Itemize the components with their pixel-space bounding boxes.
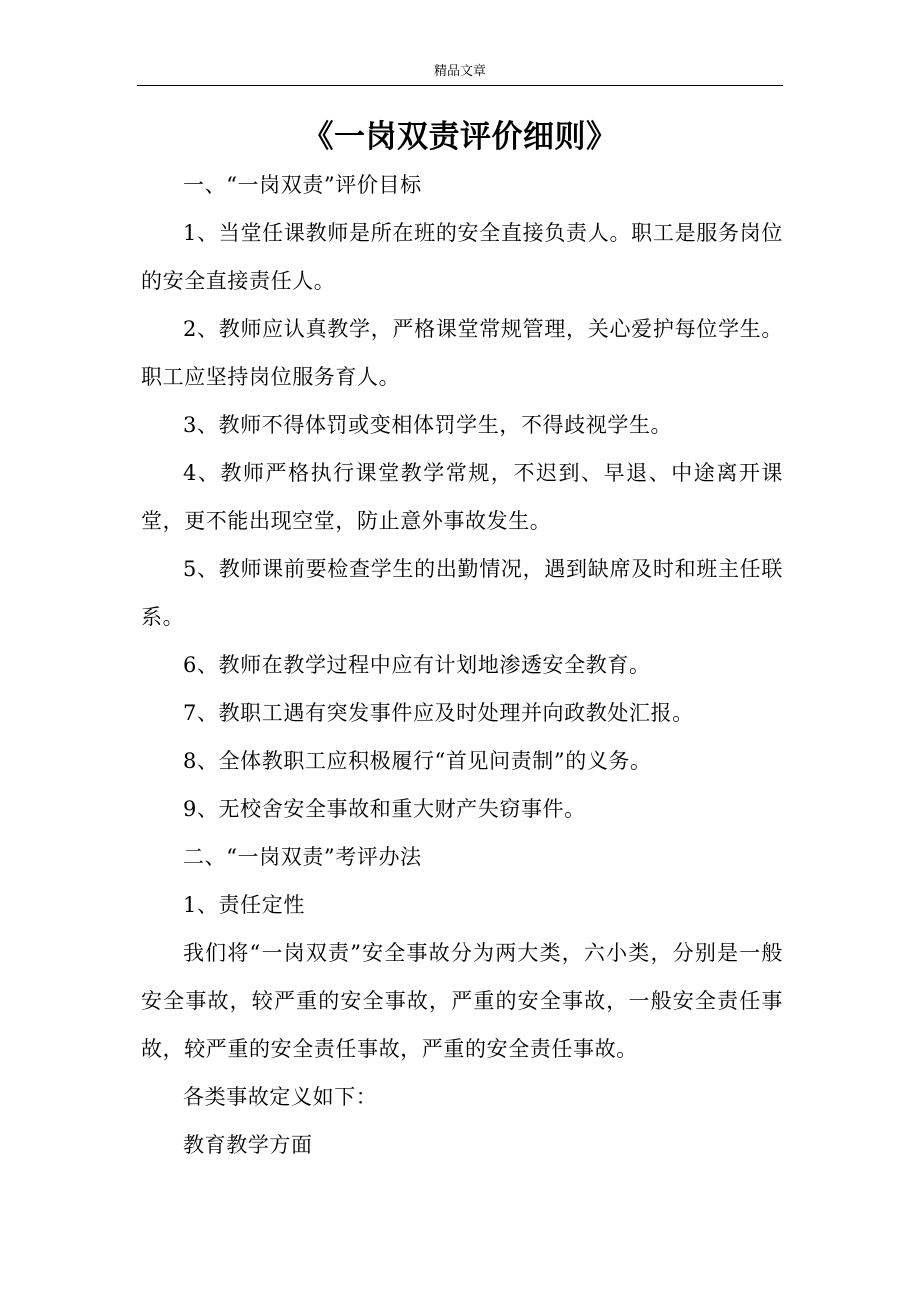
paragraph-item-4: 4、教师严格执行课堂教学常规，不迟到、早退、中途离开课堂，更不能出现空堂，防止意外事故发生。 bbox=[141, 461, 783, 533]
section-heading-2: 二、“一岗双责”考评办法 bbox=[183, 845, 422, 869]
paragraph-teaching-aspect: 教育教学方面 bbox=[183, 1133, 313, 1157]
paragraph-definitions-intro: 各类事故定义如下： bbox=[183, 1085, 378, 1109]
paragraph-item-5: 5、教师课前要检查学生的出勤情况，遇到缺席及时和班主任联系。 bbox=[141, 557, 783, 629]
document-title: 《一岗双责评价细则》 bbox=[302, 119, 618, 155]
paragraph-item-2: 2、教师应认真教学，严格课堂常规管理，关心爱护每位学生。职工应坚持岗位服务育人。 bbox=[141, 317, 783, 389]
document-body bbox=[141, 161, 783, 1169]
subsection-heading: 1、责任定性 bbox=[183, 893, 305, 917]
paragraph-item-6: 6、教师在教学过程中应有计划地渗透安全教育。 bbox=[183, 653, 651, 677]
paragraph-classification: 我们将“一岗双责”安全事故分为两大类，六小类，分别是一般安全事故，较严重的安全事故，严重的安全事故，一般安全责任事故，较严重的安全责任事故，严重的安全责任事故。 bbox=[141, 941, 783, 1061]
page-header: 精品文章 bbox=[433, 64, 486, 79]
paragraph-item-3: 3、教师不得体罚或变相体罚学生，不得歧视学生。 bbox=[183, 413, 673, 437]
section-heading-1: 一、“一岗双责”评价目标 bbox=[183, 173, 422, 197]
paragraph-item-9: 9、无校舍安全事故和重大财产失窃事件。 bbox=[183, 797, 586, 821]
paragraph-item-7: 7、教职工遇有突发事件应及时处理并向政教处汇报。 bbox=[183, 701, 694, 725]
paragraph-item-1: 1、当堂任课教师是所在班的安全直接负责人。职工是服务岗位的安全直接责任人。 bbox=[141, 221, 783, 293]
paragraph-item-8: 8、全体教职工应积极履行“首见问责制”的义务。 bbox=[183, 749, 652, 773]
header-divider bbox=[137, 85, 783, 86]
